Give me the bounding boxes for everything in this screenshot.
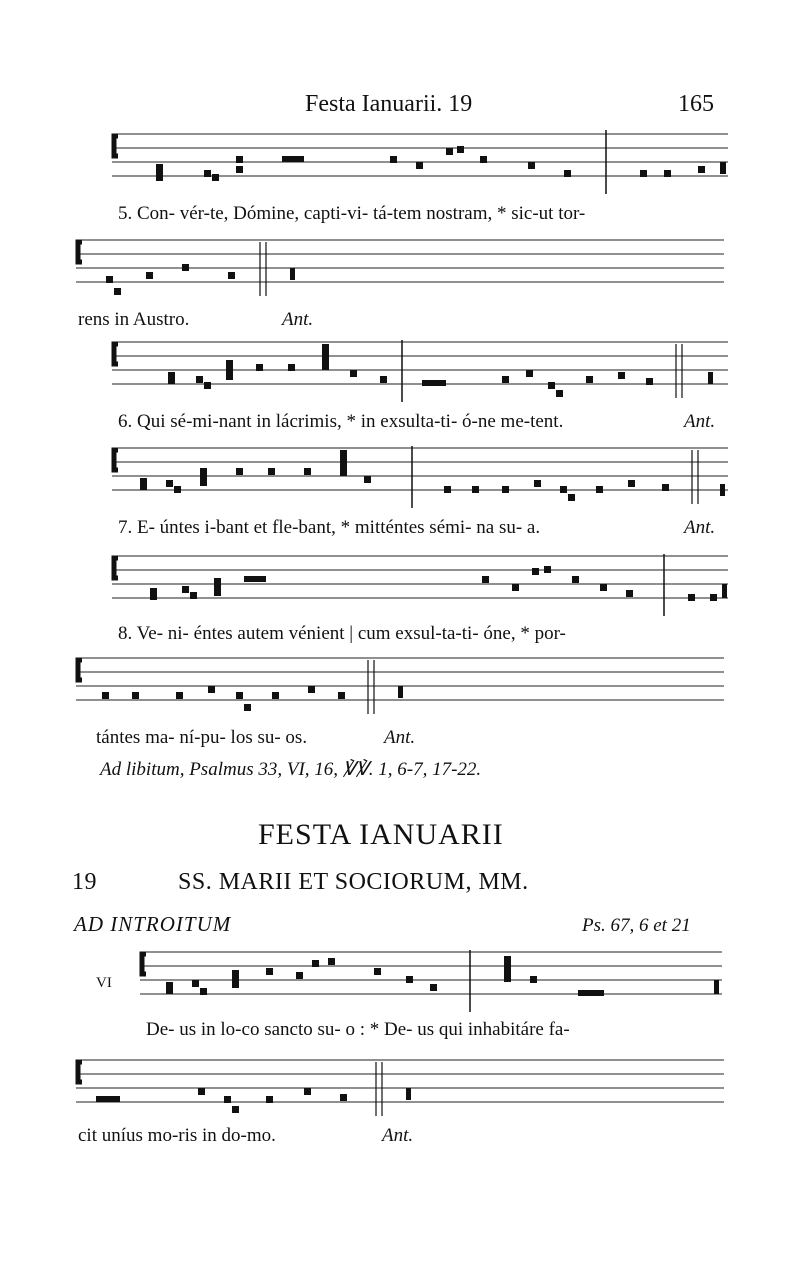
feast-day: 19 [72, 869, 97, 895]
verse-7-line1: 7. E- úntes i-bant et fle-bant, * mitténtes sémi- na su- a. [118, 517, 541, 538]
introit-ant: Ant. [382, 1125, 414, 1146]
verse-5-ant: Ant. [282, 309, 314, 330]
introit-line1: De- us in lo-co sancto su- o : * De- us qui inhabitáre fa- [146, 1019, 570, 1040]
chant-staff [112, 550, 728, 620]
ad-libitum-note: Ad libitum, Psalmus 33, VI, 16, ℣℣. 1, 6-7, 17-22. [100, 759, 482, 780]
verse-5-line1: 5. Con- vér-te, Dómine, capti-vi- tá-tem nostram, * sic-ut tor- [118, 203, 586, 224]
verse-6-line1: 6. Qui sé-mi-nant in lácrimis, * in exsulta-ti- ó-ne me-tent. [118, 411, 564, 432]
page-number: 165 [678, 91, 714, 117]
chant-staff [76, 234, 724, 304]
feast-name: SS. MARII ET SOCIORUM, MM. [178, 869, 529, 895]
psalm-reference: Ps. 67, 6 et 21 [582, 915, 691, 936]
introit-line2: cit uníus mo-ris in do-mo. [78, 1125, 276, 1146]
running-title: Festa Ianuarii. 19 [305, 91, 473, 117]
chant-staff [140, 946, 722, 1016]
verse-6-ant: Ant. [684, 411, 716, 432]
verse-8-ant: Ant. [384, 727, 416, 748]
verse-5-line2: rens in Austro. [78, 309, 190, 330]
chant-staff [112, 128, 728, 198]
mode-label: VI [96, 975, 112, 991]
chant-staff [76, 652, 724, 722]
chant-staff [112, 336, 728, 406]
chant-staff [76, 1054, 724, 1124]
section-title: FESTA IANUARII [258, 818, 504, 851]
chant-staff [112, 442, 728, 512]
verse-8-line2: tántes ma- ní-pu- los su- os. [96, 727, 308, 748]
introit-label: AD INTROITUM [74, 912, 232, 936]
verse-7-ant: Ant. [684, 517, 716, 538]
verse-8-line1: 8. Ve- ni- éntes autem vénient | cum exsul-ta-ti- óne, * por- [118, 623, 566, 644]
